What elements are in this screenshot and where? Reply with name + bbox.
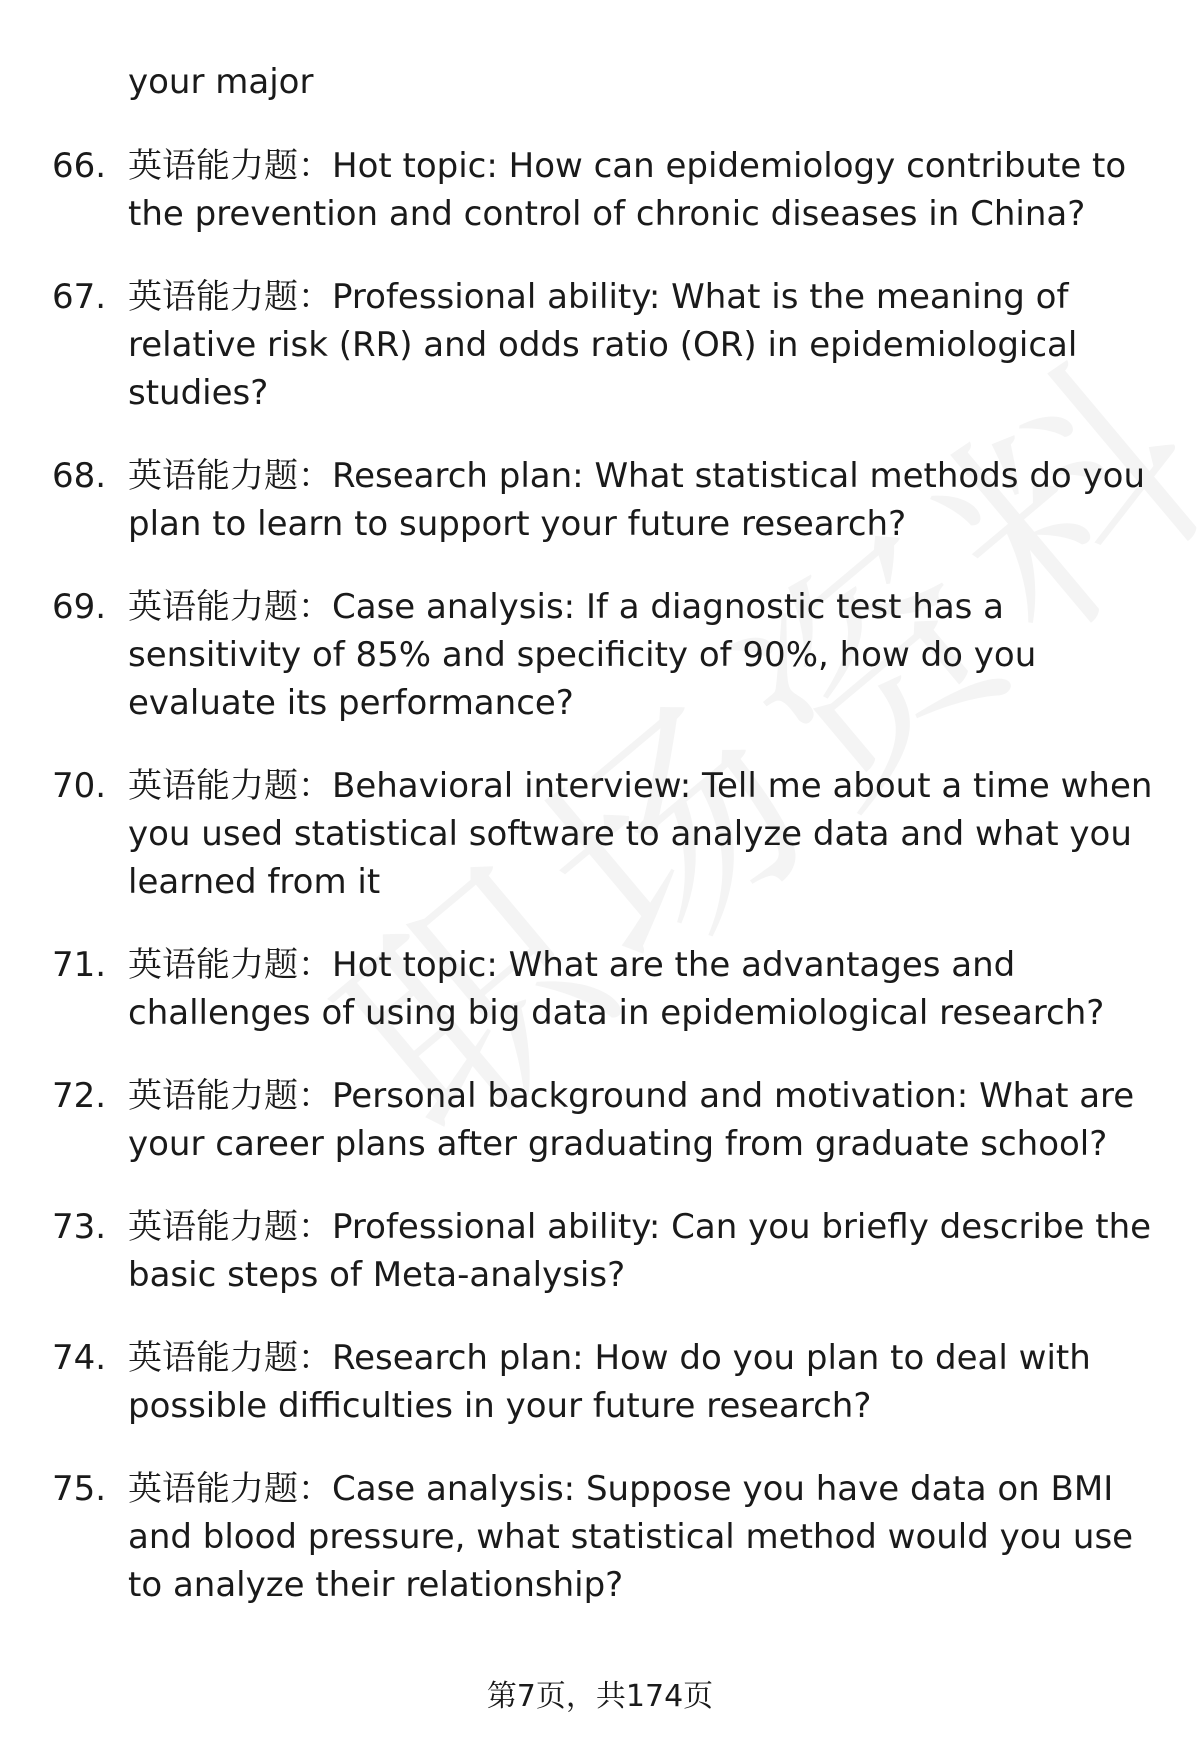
question-number: 73. — [52, 1207, 107, 1247]
question-prefix: 英语能力题： — [128, 146, 332, 186]
question-body: Case analysis: If a diagnostic test has a sensitivity of 85% and specificity of 90%, how do you evaluate its performance? — [128, 587, 1037, 723]
question-item — [0, 1072, 1200, 1168]
question-text — [128, 452, 1158, 548]
question-prefix: 英语能力题： — [128, 1076, 332, 1116]
question-text — [128, 583, 1158, 727]
question-number: 66. — [52, 146, 107, 186]
question-item — [0, 762, 1200, 906]
question-text — [128, 273, 1158, 417]
question-text — [128, 1465, 1158, 1609]
question-item — [0, 142, 1200, 238]
question-item — [0, 452, 1200, 548]
question-prefix: 英语能力题： — [128, 1338, 332, 1378]
question-text — [128, 1203, 1158, 1299]
question-number: 75. — [52, 1469, 107, 1509]
question-number: 69. — [52, 587, 107, 627]
continuation-text: your major — [128, 62, 314, 102]
question-item — [0, 583, 1200, 727]
question-body: Personal background and motivation: What are your career plans after graduating from graduate school? — [128, 1076, 1135, 1164]
question-item — [0, 1465, 1200, 1609]
question-number: 68. — [52, 456, 107, 496]
question-number: 70. — [52, 766, 107, 806]
question-list — [0, 142, 1200, 1644]
page-footer: 第7页，共174页 — [486, 1679, 714, 1714]
question-item — [0, 941, 1200, 1037]
question-prefix: 英语能力题： — [128, 456, 332, 496]
question-body: Case analysis: Suppose you have data on BMI and blood pressure, what statistical method would you use to analyze their relationship? — [128, 1469, 1134, 1605]
question-prefix: 英语能力题： — [128, 766, 332, 806]
question-body: Behavioral interview: Tell me about a time when you used statistical software to analyze data and what you learned from it — [128, 766, 1153, 902]
question-prefix: 英语能力题： — [128, 587, 332, 627]
question-number: 72. — [52, 1076, 107, 1116]
question-text — [128, 1072, 1158, 1168]
question-body: Professional ability: Can you briefly describe the basic steps of Meta-analysis? — [128, 1207, 1152, 1295]
question-text — [128, 941, 1158, 1037]
question-item — [0, 1334, 1200, 1430]
question-prefix: 英语能力题： — [128, 277, 332, 317]
question-text — [128, 142, 1158, 238]
question-body: Research plan: What statistical methods do you plan to learn to support your future research? — [128, 456, 1145, 544]
question-body: Research plan: How do you plan to deal with possible difficulties in your future research? — [128, 1338, 1091, 1426]
question-prefix: 英语能力题： — [128, 945, 332, 985]
question-item — [0, 1203, 1200, 1299]
question-prefix: 英语能力题： — [128, 1207, 332, 1247]
question-body: Professional ability: What is the meaning of relative risk (RR) and odds ratio (OR) in epidemiological studies? — [128, 277, 1078, 413]
question-number: 67. — [52, 277, 107, 317]
question-number: 74. — [52, 1338, 107, 1378]
question-prefix: 英语能力题： — [128, 1469, 332, 1509]
question-body: Hot topic: How can epidemiology contribute to the prevention and control of chronic diseases in China? — [128, 146, 1127, 234]
question-body: Hot topic: What are the advantages and challenges of using big data in epidemiological research? — [128, 945, 1105, 1033]
question-text — [128, 1334, 1158, 1430]
question-number: 71. — [52, 945, 107, 985]
question-item — [0, 273, 1200, 417]
question-text — [128, 762, 1158, 906]
